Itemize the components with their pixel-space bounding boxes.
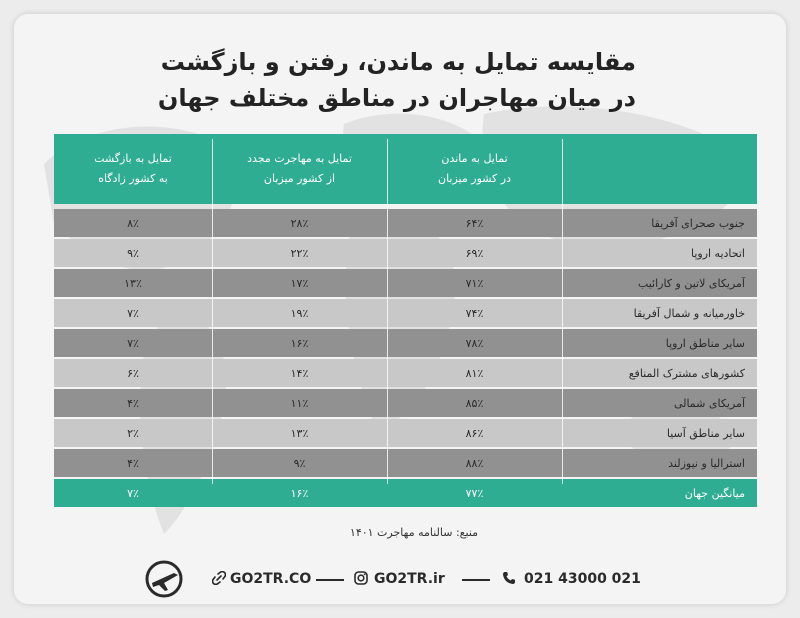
table-row <box>54 269 757 297</box>
column-divider <box>212 139 213 484</box>
cell-stay: ۸۶٪ <box>465 426 484 440</box>
infographic-card <box>14 14 786 604</box>
cell-stay: ۷۸٪ <box>465 336 484 350</box>
footer-divider <box>462 579 490 581</box>
table-row <box>54 419 757 447</box>
cell-stay: ۶۴٪ <box>465 216 484 230</box>
cell-return: ۴٪ <box>127 456 139 470</box>
cell-region: سایر مناطق اروپا <box>665 336 745 350</box>
cell-remigrate: ۲۲٪ <box>290 246 309 260</box>
phone-icon <box>502 570 524 589</box>
page-title <box>76 44 636 116</box>
cell-return: ۹٪ <box>127 246 139 260</box>
instagram-text: GO2TR.ir <box>374 571 445 587</box>
cell-region: استرالیا و نیوزلند <box>668 456 745 470</box>
phone-text: 021 43000 021 <box>524 571 641 587</box>
website-link[interactable] <box>212 549 311 604</box>
cell-return: ۴٪ <box>127 396 139 410</box>
column-divider <box>562 139 563 484</box>
cell-stay: ۶۹٪ <box>465 246 484 260</box>
table-row <box>54 359 757 387</box>
table-row <box>54 449 757 477</box>
cell-stay: ۷۱٪ <box>465 276 484 290</box>
source-note: منبع: سالنامه مهاجرت ۱۴۰۱ <box>349 526 479 539</box>
phone-link[interactable] <box>502 549 641 604</box>
column-divider <box>387 139 388 484</box>
cell-region: کشورهای مشترک المنافع <box>628 366 745 380</box>
header-stay: تمایل به ماندن در کشور میزبان <box>437 152 512 185</box>
cell-region: خاورمیانه و شمال آفریقا <box>633 306 745 320</box>
cell-remigrate: ۱۳٪ <box>290 426 309 440</box>
cell-return: ۸٪ <box>127 216 139 230</box>
footer-divider <box>316 579 344 581</box>
cell-remigrate: ۱۱٪ <box>290 396 309 410</box>
cell-stay: ۸۱٪ <box>465 366 484 380</box>
table-row-average <box>54 479 757 507</box>
cell-remigrate: ۱۷٪ <box>290 276 309 290</box>
table-row <box>54 389 757 417</box>
cell-return: ۷٪ <box>127 306 139 320</box>
cell-remigrate: ۱۴٪ <box>290 366 309 380</box>
table-row <box>54 299 757 327</box>
cell-return: ۷٪ <box>127 486 139 500</box>
header-region <box>562 134 757 204</box>
cell-region: آمریکای شمالی <box>673 396 745 410</box>
cell-remigrate: ۲۸٪ <box>290 216 309 230</box>
table-row <box>54 239 757 267</box>
cell-remigrate: ۱۶٪ <box>290 336 309 350</box>
table-header <box>54 134 757 204</box>
cell-return: ۱۳٪ <box>124 276 142 290</box>
cell-stay: ۷۴٪ <box>465 306 484 320</box>
cell-region: جنوب صحرای آفریقا <box>651 216 745 230</box>
comparison-table <box>54 134 757 500</box>
footer-contact-bar <box>14 549 786 604</box>
instagram-link[interactable] <box>354 549 445 604</box>
cell-return: ۷٪ <box>127 336 139 350</box>
cell-stay: ۸۵٪ <box>465 396 484 410</box>
cell-region: سایر مناطق آسیا <box>666 426 745 440</box>
cell-region: آمریکای لاتین و کارائیب <box>637 276 745 290</box>
cell-remigrate: ۹٪ <box>293 456 306 470</box>
instagram-icon <box>354 570 374 589</box>
cell-region: میانگین جهان <box>684 486 745 500</box>
cell-stay: ۸۸٪ <box>465 456 484 470</box>
cell-stay: ۷۷٪ <box>465 486 484 500</box>
header-remigrate: تمایل به مهاجرت مجدد از کشور میزبان <box>247 152 352 185</box>
cell-return: ۲٪ <box>127 426 139 440</box>
header-return: تمایل به بازگشت به کشور زادگاه <box>94 152 172 185</box>
cell-remigrate: ۱۶٪ <box>290 486 309 500</box>
cell-return: ۶٪ <box>127 366 139 380</box>
table-row <box>54 209 757 237</box>
title-line-1: مقایسه تمایل به ماندن، رفتن و بازگشت <box>160 48 636 76</box>
table-row <box>54 329 757 357</box>
website-text: GO2TR.CO <box>230 571 312 587</box>
cell-remigrate: ۱۹٪ <box>290 306 309 320</box>
link-icon <box>212 570 230 589</box>
title-line-2: در میان مهاجران در مناطق مختلف جهان <box>157 84 636 112</box>
go2tr-plane-logo <box>144 549 184 604</box>
cell-region: اتحادیه اروپا <box>690 246 745 260</box>
